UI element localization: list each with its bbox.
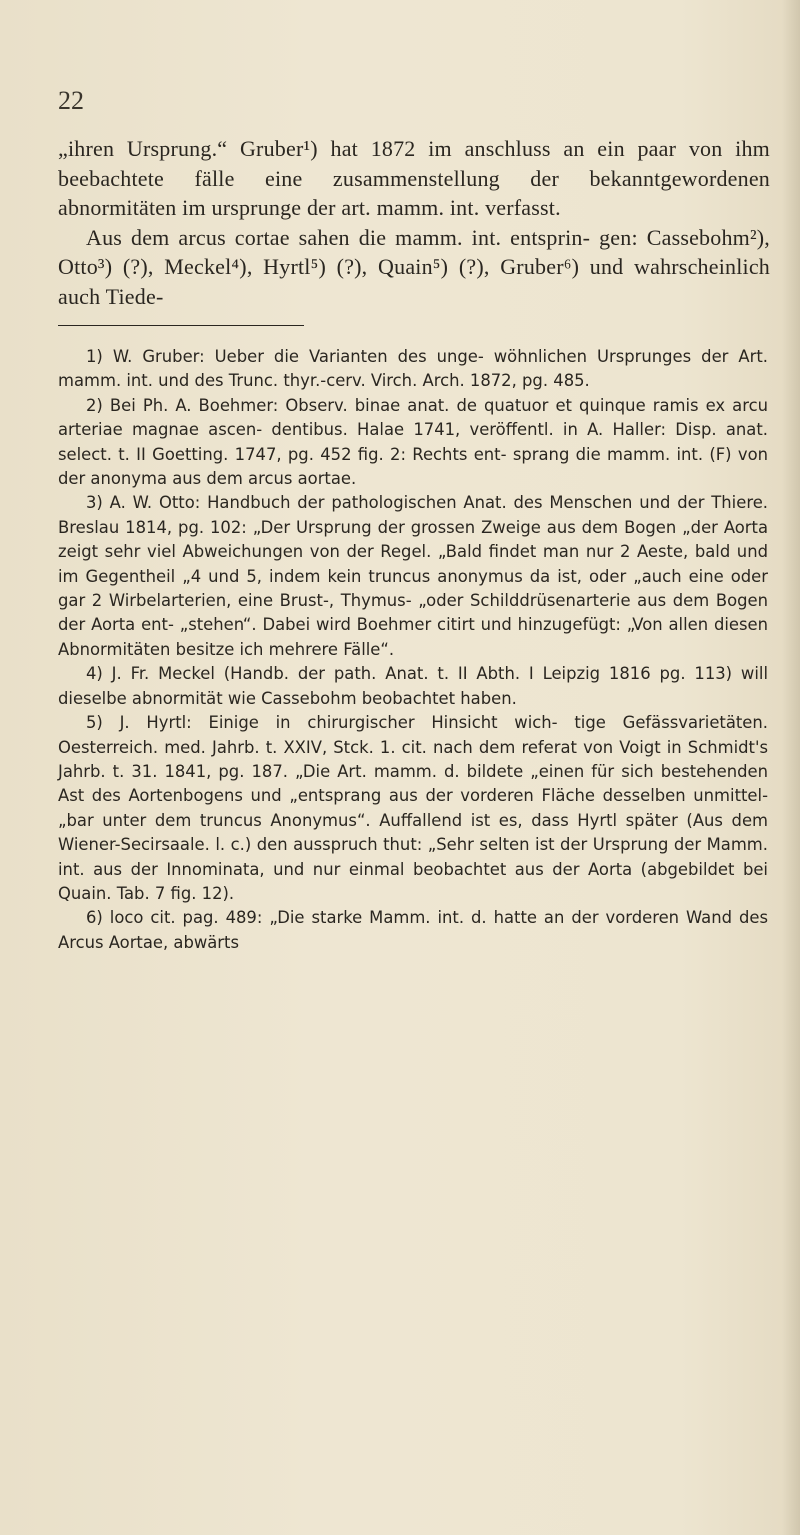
footnote-separator bbox=[58, 325, 304, 326]
page-edge-shadow bbox=[782, 0, 800, 1535]
paragraph-2: Aus dem arcus cortae sahen die mamm. int. entsprin- gen: Cassebohm²), Otto³) (?), Meckel⁴), Hyrtl⁵) (?), Quain⁵) (?), Gruber⁶) und wahrscheinlich auch Tiede- bbox=[58, 224, 770, 309]
paragraph-1: „ihren Ursprung.“ Gruber¹) hat 1872 im anschluss an ein paar von ihm beebachtete fälle eine zusammenstellung der bekanntgewordenen abnormitäten im ursprunge der art. mamm. int. verfasst. bbox=[58, 136, 770, 220]
footnote-6: 6) loco cit. pag. 489: „Die starke Mamm. int. d. hatte an der vorderen Wand des Arcus Aortae, abwärts bbox=[58, 908, 768, 952]
footnote-3: 3) A. W. Otto: Handbuch der pathologischen Anat. des Menschen und der Thiere. Breslau 1814, pg. 102: „Der Ursprung der grossen Zweige aus dem Bogen „der Aorta zeigt sehr viel Abweichungen von der Regel. „Bald findet man nur 2 Aeste, bald und im Gegentheil „4 und 5, indem kein truncus anonymus da ist, oder „auch eine oder gar 2 Wirbelarterien, eine Brust-, Thymus- „oder Schilddrüsenarterie aus dem Bogen der Aorta ent- „stehen“. Dabei wird Boehmer citirt und hinzugefügt: „Von allen diesen Abnormitäten besitze ich mehrere Fälle“. bbox=[58, 493, 768, 659]
page-number: 22 bbox=[58, 86, 84, 115]
footnotes bbox=[58, 345, 768, 955]
footnote-4: 4) J. Fr. Meckel (Handb. der path. Anat. t. II Abth. I Leipzig 1816 pg. 113) will dieselbe abnormität wie Cassebohm beobachtet haben. bbox=[58, 664, 768, 708]
footnote-5: 5) J. Hyrtl: Einige in chirurgischer Hinsicht wich- tige Gefässvarietäten. Oesterreich. med. Jahrb. t. XXIV, Stck. 1. cit. nach dem referat von Voigt in Schmidt's Jahrb. t. 31. 1841, pg. 187. „Die Art. mamm. d. bildete „einen für sich bestehenden Ast des Aortenbogens und „entsprang aus der vorderen Fläche desselben unmittel- „bar unter dem truncus Anonymus“. Auffallend ist es, dass Hyrtl später (Aus dem Wiener-Secirsaale. l. c.) den ausspruch thut: „Sehr selten ist der Ursprung der Mamm. int. aus der Innominata, und nur einmal beobachtet aus der Aorta (abgebildet bei Quain. Tab. 7 fig. 12). bbox=[58, 713, 768, 903]
footnote-2: 2) Bei Ph. A. Boehmer: Observ. binae anat. de quatuor et quinque ramis ex arcu arteriae magnae ascen- dentibus. Halae 1741, veröffentl. in A. Haller: Disp. anat. select. t. II Goetting. 1747, pg. 452 fig. 2: Rechts ent- sprang die mamm. int. (F) von der anonyma aus dem arcus aortae. bbox=[58, 395, 768, 489]
footnote-1: 1) W. Gruber: Ueber die Varianten des unge- wöhnlichen Ursprunges der Art. mamm. int. und des Trunc. thyr.-cerv. Virch. Arch. 1872, pg. 485. bbox=[58, 347, 768, 391]
main-text bbox=[58, 134, 770, 311]
